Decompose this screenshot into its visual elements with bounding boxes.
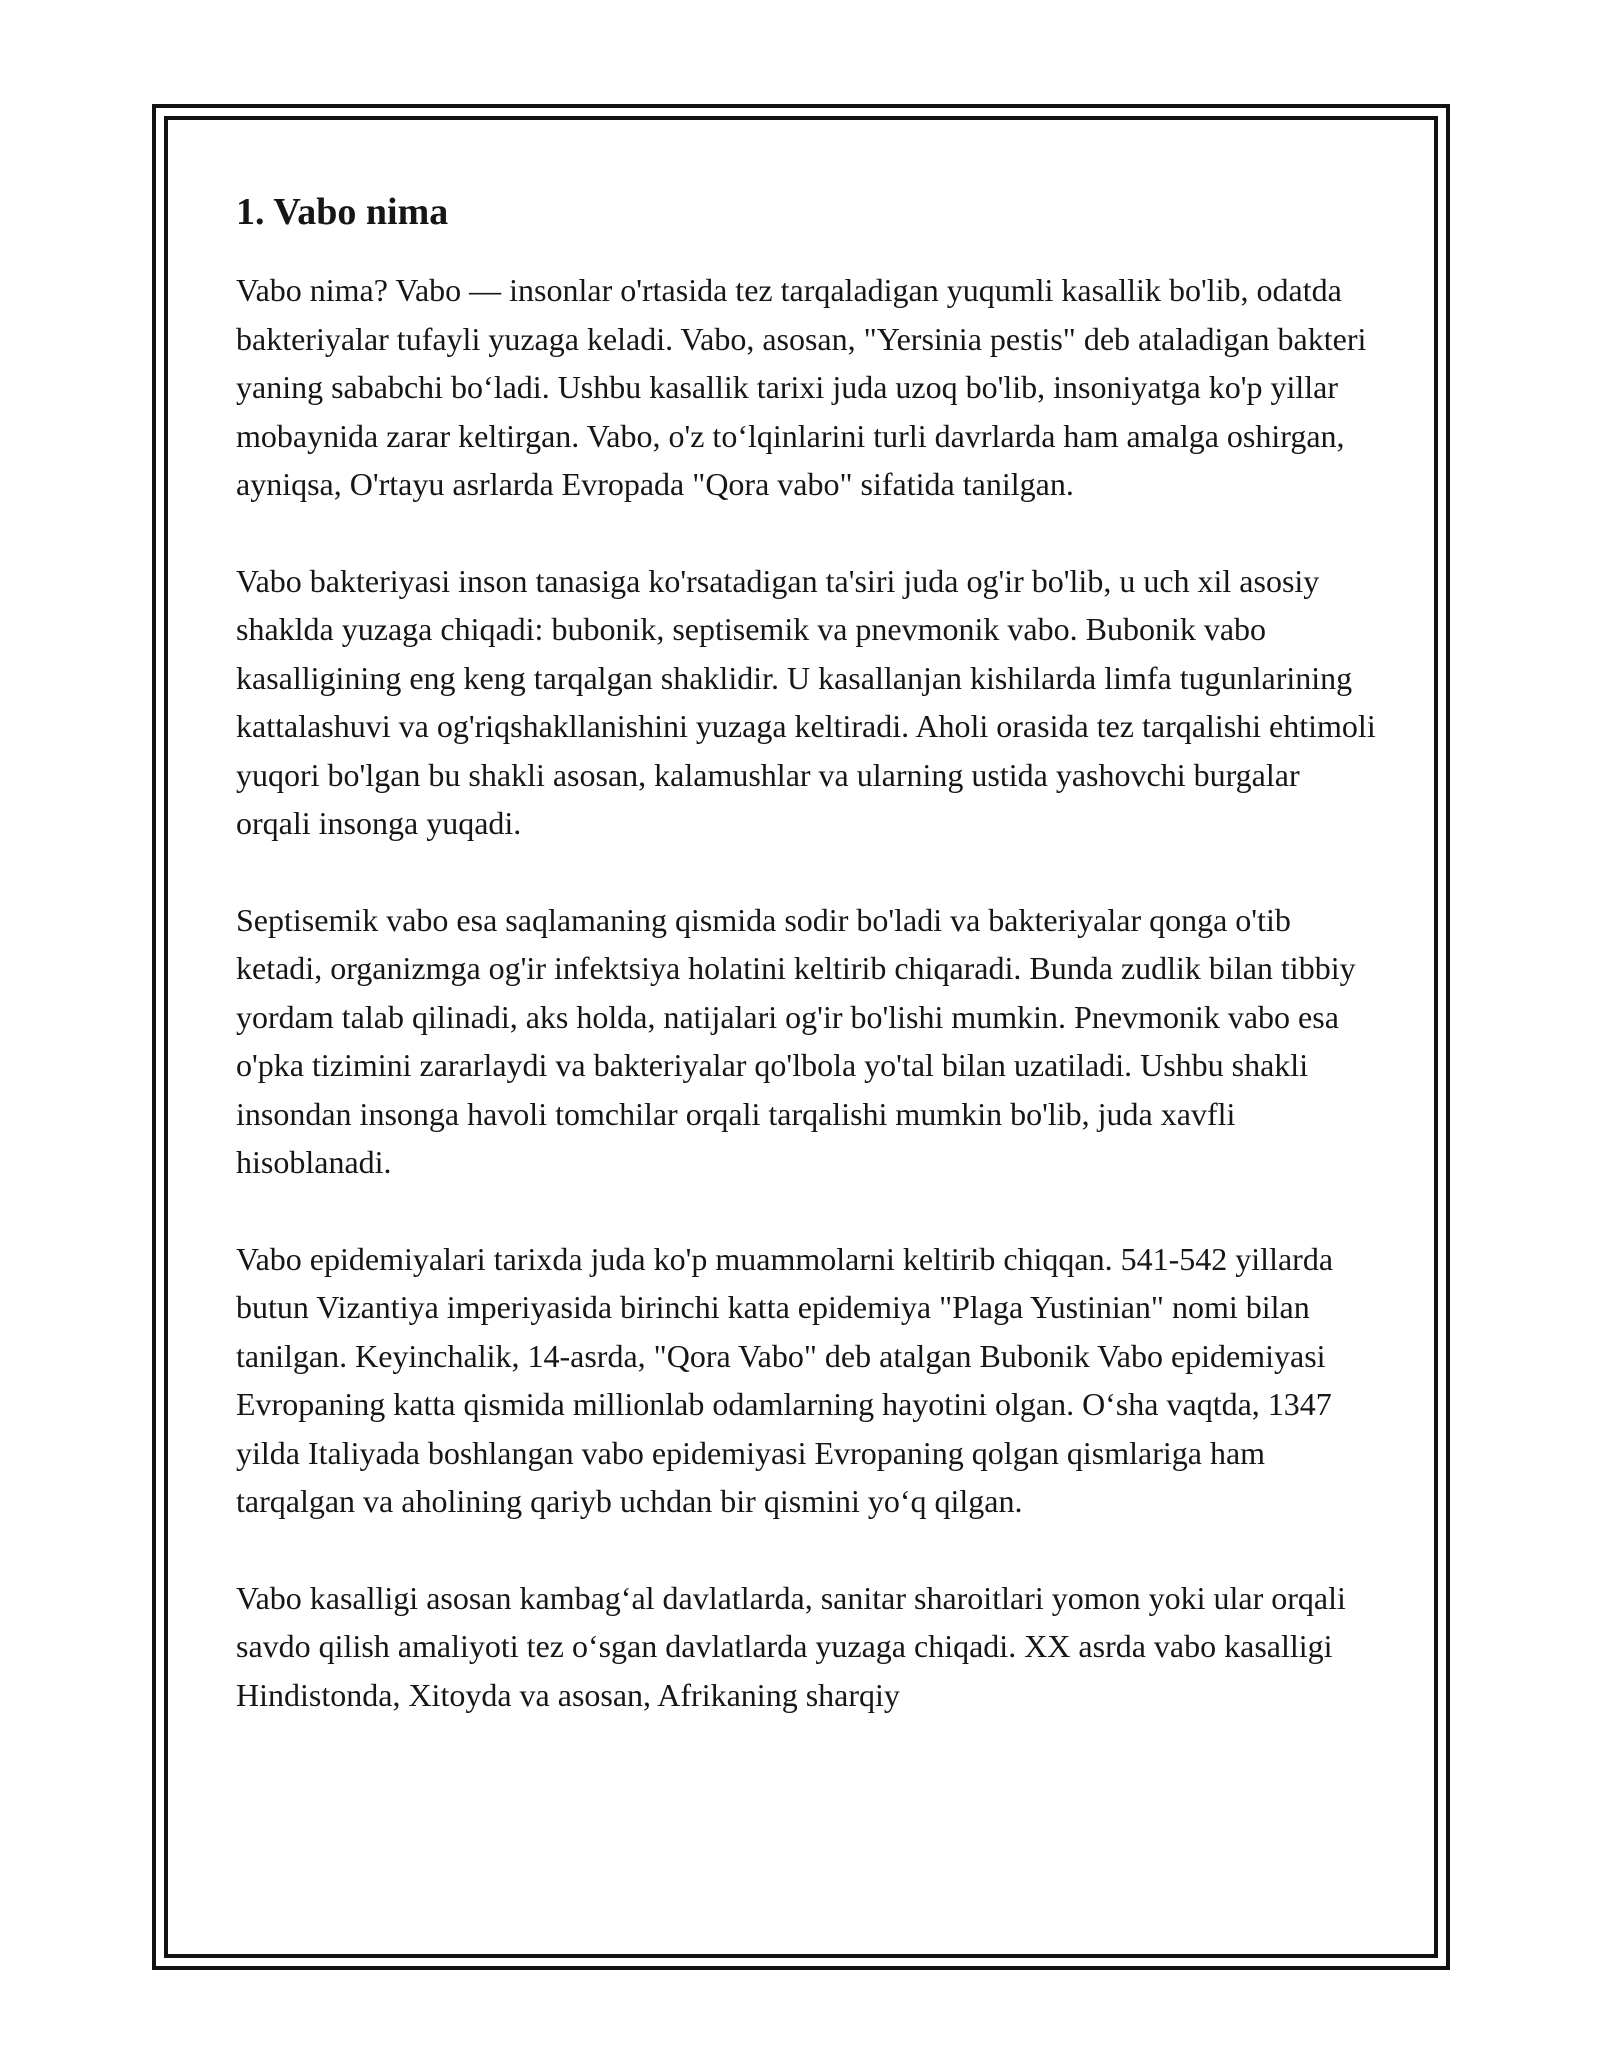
section-heading: 1. Vabo nima bbox=[236, 191, 449, 233]
paragraph-2: Vabo bakteriyasi inson tanasiga ko'rsatadigan ta'siri juda og'ir bo'lib, u uch xil asosiy shaklda yuzaga chiqadi: bubonik, septisemik va pnevmonik vabo. Bubonik vabo kasalligining eng keng tarqalgan shaklidir. U kasallanjan kishilarda limfa tugunlarining kattalashuvi va og'riqshakllanishini yuzaga keltiradi. Aholi orasida tez tarqalishi ehtimoli yuqori bo'lgan bu shakli asosan, kalamushlar va ularning ustida yashovchi burgalar orqali insonga yuqadi. bbox=[236, 562, 1376, 841]
paragraph-3: Septisemik vabo esa saqlamaning qismida sodir bo'ladi va bakteriyalar qonga o'tib ketadi, organizmga og'ir infektsiya holatini keltirib chiqaradi. Bunda zudlik bilan tibbiy yordam talab qilinadi, aks holda, natijalari og'ir bo'lishi mumkin. Pnevmonik vabo esa o'pka tizimini zararlaydi va bakteriyalar qo'lbola yo'tal bilan uzatiladi. Ushbu shakli insondan insonga havoli tomchilar orqali tarqalishi mumkin bo'lib, juda xavfli hisoblanadi. bbox=[236, 901, 1356, 1180]
paragraph-4: Vabo epidemiyalari tarixda juda ko'p muammolarni keltirib chiqqan. 541-542 yillarda butun Vizantiya imperiyasida birinchi katta epidemiya "Plaga Yustinian" nomi bilan tanilgan. Keyinchalik, 14-asrda, "Qora Vabo" deb atalgan Bubonik Vabo epidemiyasi Evropaning katta qismida millionlab odamlarning hayotini olgan. O‘sha vaqtda, 1347 yilda Italiyada boshlangan vabo epidemiyasi Evropaning qolgan qismlariga ham tarqalgan va aholining qariyb uchdan bir qismini yo‘q qilgan. bbox=[236, 1240, 1334, 1519]
paragraph-1: Vabo nima? Vabo — insonlar o'rtasida tez tarqaladigan yuqumli kasallik bo'lib, odatda bakteriyalar tufayli yuzaga keladi. Vabo, asosan, "Yersinia pestis" deb ataladigan bakteri yaning sababchi bo‘ladi. Ushbu kasallik tarixi juda uzoq bo'lib, insoniyatga ko'p yillar mobaynida zarar keltirgan. Vabo, o'z to‘lqinlarini turli davrlarda ham amalga oshirgan, ayniqsa, O'rtayu asrlarda Evropada "Qora vabo" sifatida tanilgan. bbox=[236, 272, 1367, 502]
paragraph-5: Vabo kasalligi asosan kambag‘al davlatlarda, sanitar sharoitlari yomon yoki ular orqali savdo qilish amaliyoti tez o‘sgan davlatlarda yuzaga chiqadi. XX asrda vabo kasalligi Hindistonda, Xitoyda va asosan, Afrikaning sharqiy bbox=[236, 1579, 1346, 1713]
document-body bbox=[236, 186, 1376, 1719]
